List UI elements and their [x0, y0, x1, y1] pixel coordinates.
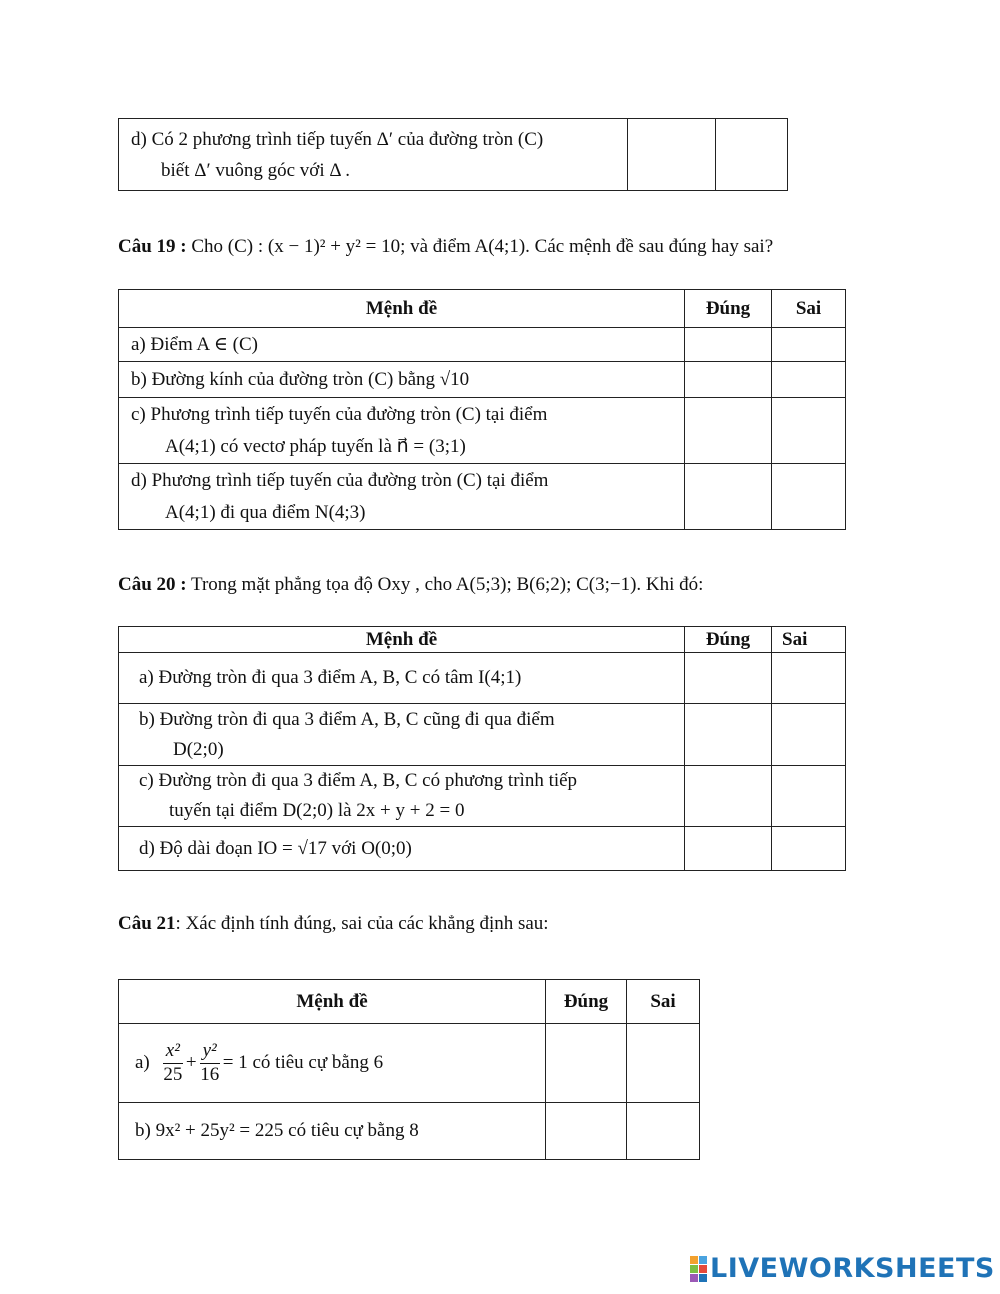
fraction [163, 1040, 183, 1087]
true-answer-cell[interactable] [685, 398, 772, 464]
true-answer-cell[interactable] [685, 464, 772, 530]
numerator: x² [163, 1040, 183, 1064]
header-statement: Mệnh đề [119, 290, 685, 328]
question-20 [118, 572, 703, 598]
false-answer-cell[interactable] [772, 362, 846, 398]
statement-text: A(4;1) đi qua điểm N(4;3) [165, 501, 366, 523]
false-answer-cell[interactable] [772, 827, 846, 871]
statement-cell [119, 398, 685, 464]
true-answer-cell[interactable] [685, 653, 772, 704]
statement-text: b) Đường tròn đi qua 3 điểm A, B, C cũng đi qua điểm [139, 708, 555, 730]
row-prefix: a) [135, 1052, 150, 1073]
header-statement: Mệnh đề [119, 627, 685, 653]
statement-text: a) Điểm A ∈ (C) [131, 333, 258, 355]
true-answer-cell[interactable] [628, 119, 716, 191]
statement-cell [119, 328, 685, 362]
true-answer-cell[interactable] [546, 1024, 627, 1103]
liveworksheets-logo [690, 1253, 995, 1284]
statement-text: d) Có 2 phương trình tiếp tuyến Δ′ của đường tròn (C) [131, 128, 544, 150]
statement-text: = 1 có tiêu cự bằng 6 [222, 1052, 384, 1073]
denominator: 25 [163, 1063, 183, 1085]
fraction [200, 1040, 220, 1087]
plus-sign: + [185, 1052, 197, 1073]
q19-statement-table [118, 289, 846, 530]
statement-text: d) Phương trình tiếp tuyến của đường tròn (C) tại điểm [131, 469, 549, 491]
true-answer-cell[interactable] [685, 704, 772, 766]
statement-cell [119, 1024, 546, 1103]
statement-text: biết Δ′ vuông góc với Δ . [161, 159, 351, 181]
statement-cell [119, 464, 685, 530]
statement-text: b) 9x² + 25y² = 225 có tiêu cự bằng 8 [135, 1120, 419, 1141]
statement-text: d) Độ dài đoạn IO = √17 với O(0;0) [139, 837, 412, 859]
question-label: Câu 20 : [118, 574, 187, 595]
false-answer-cell[interactable] [772, 766, 846, 827]
statement-text: A(4;1) có vectơ pháp tuyến là n⃗ = (3;1) [165, 435, 466, 457]
false-answer-cell[interactable] [716, 119, 788, 191]
statement-cell [119, 766, 685, 827]
statement-cell [119, 1103, 546, 1160]
question-19 [118, 234, 773, 260]
statement-cell [119, 704, 685, 766]
cubes-icon [690, 1256, 707, 1282]
statement-cell [119, 653, 685, 704]
header-false: Sai [772, 290, 846, 328]
question-text: : Xác định tính đúng, sai của các khẳng định sau: [175, 913, 549, 934]
false-answer-cell[interactable] [627, 1103, 700, 1160]
question-text: Cho (C) : (x − 1)² + y² = 10; và điểm A(4;1). Các mệnh đề sau đúng hay sai? [186, 236, 774, 257]
statement-text: D(2;0) [173, 738, 224, 760]
false-answer-cell[interactable] [772, 328, 846, 362]
top-statement-table [118, 118, 788, 191]
header-true: Đúng [546, 980, 627, 1024]
false-answer-cell[interactable] [772, 398, 846, 464]
header-true: Đúng [685, 627, 772, 653]
denominator: 16 [200, 1063, 220, 1085]
false-answer-cell[interactable] [772, 464, 846, 530]
header-false: Sai [772, 627, 846, 653]
true-answer-cell[interactable] [685, 328, 772, 362]
true-answer-cell[interactable] [685, 766, 772, 827]
question-label: Câu 19 : [118, 236, 187, 257]
statement-text: tuyến tại điểm D(2;0) là 2x + y + 2 = 0 [169, 800, 465, 821]
statement-cell [119, 362, 685, 398]
question-text: Trong mặt phẳng tọa độ Oxy , cho A(5;3); B(6;2); C(3;−1). Khi đó: [186, 574, 704, 595]
question-21 [118, 911, 549, 937]
true-answer-cell[interactable] [685, 827, 772, 871]
q20-statement-table [118, 626, 846, 871]
statement-text: b) Đường kính của đường tròn (C) bằng √10 [131, 368, 470, 390]
question-label: Câu 21 [118, 913, 176, 934]
false-answer-cell[interactable] [772, 653, 846, 704]
statement-cell [119, 119, 628, 191]
false-answer-cell[interactable] [772, 704, 846, 766]
q21-statement-table [118, 979, 700, 1160]
true-answer-cell[interactable] [685, 362, 772, 398]
statement-text: c) Phương trình tiếp tuyến của đường tròn (C) tại điểm [131, 403, 548, 425]
numerator: y² [200, 1040, 220, 1064]
statement-text: c) Đường tròn đi qua 3 điểm A, B, C có phương trình tiếp [139, 770, 578, 791]
logo-text: LIVEWORKSHEETS [710, 1253, 995, 1284]
header-true: Đúng [685, 290, 772, 328]
statement-text: a) Đường tròn đi qua 3 điểm A, B, C có tâm I(4;1) [139, 667, 522, 688]
false-answer-cell[interactable] [627, 1024, 700, 1103]
header-false: Sai [627, 980, 700, 1024]
header-statement: Mệnh đề [119, 980, 546, 1024]
statement-cell [119, 827, 685, 871]
true-answer-cell[interactable] [546, 1103, 627, 1160]
